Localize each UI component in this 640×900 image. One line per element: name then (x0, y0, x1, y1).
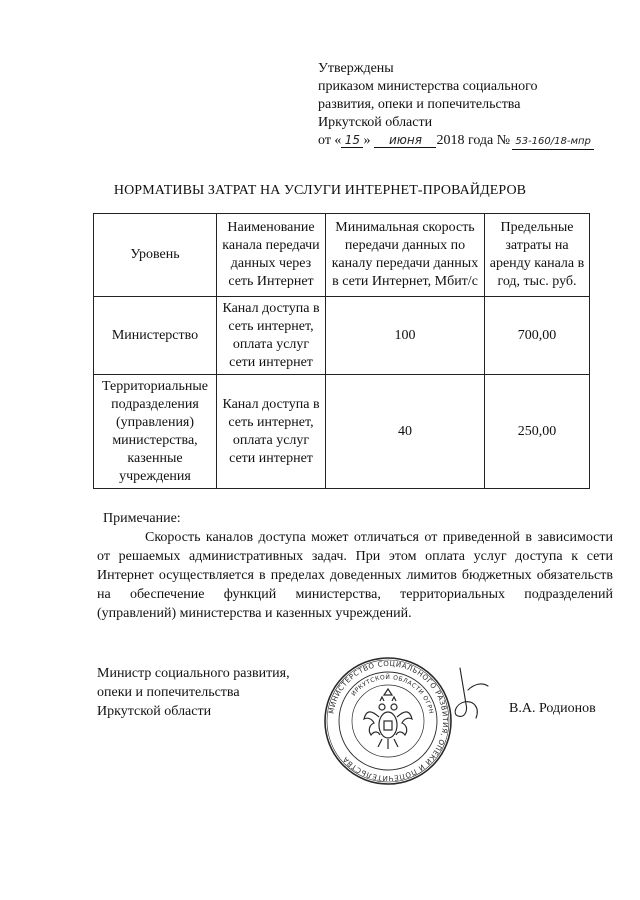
header-speed: Минимальная скорость передачи данных по каналу передачи данных в сети Интернет, Мбит/с (326, 214, 485, 297)
document-title: НОРМАТИВЫ ЗАТРАТ НА УСЛУГИ ИНТЕРНЕТ-ПРОВАЙДЕРОВ (113, 183, 527, 198)
date-month: июня (374, 133, 436, 148)
date-prefix: от « (318, 133, 342, 148)
table-row (94, 297, 590, 375)
signatory-title (97, 664, 290, 721)
table-header-row (94, 214, 590, 297)
seal-inner-text: ИРКУТСКОЙ ОБЛАСТИ ОГРН (350, 673, 435, 715)
row-2-channel: Канал доступа в сеть интернет, оплата услуг сети интернет (217, 375, 326, 489)
row-1-channel: Канал доступа в сеть интернет, оплата услуг сети интернет (217, 297, 326, 375)
seal-outer-text: МИНИСТЕРСТВО СОЦИАЛЬНОГО РАЗВИТИЯ, ОПЕКИ И ПОПЕЧИТЕЛЬСТВА (327, 659, 450, 783)
row-1-level: Министерство (94, 297, 217, 375)
norms-table (93, 213, 590, 489)
signatory-name: В.А. Родионов (509, 701, 596, 716)
approval-line-4: Иркутской области (318, 115, 433, 130)
note-title: Примечание: (103, 511, 181, 526)
approval-line-2: приказом министерства социального (318, 79, 538, 94)
table-row (94, 375, 590, 489)
row-1-cost: 700,00 (485, 297, 590, 375)
handwritten-signature (430, 660, 500, 730)
row-2-level: Территориальные подразделения (управления) министерства, казенные учреждения (94, 375, 217, 489)
order-number: 53-160/18-мпр (512, 135, 594, 150)
row-2-cost: 250,00 (485, 375, 590, 489)
note-text: Скорость каналов доступа может отличаться от приведенной в зависимости от решаемых административных задач. При этом оплата услуг доступа к сети Интернет осуществляется в пределах доведенных лимитов бюджетных обязательств на обеспечение функций министерства, территориальных подразделений (управлений) министерства и казенных учреждений. (97, 530, 613, 621)
row-1-speed: 100 (326, 297, 485, 375)
signatory-line-3: Иркутской области (97, 704, 212, 719)
approval-line-3: развития, опеки и попечительства (318, 97, 521, 112)
row-2-speed: 40 (326, 375, 485, 489)
date-mid: » (363, 133, 371, 148)
approval-line-1: Утверждены (318, 61, 394, 76)
signatory-line-1: Министр социального развития, (97, 666, 290, 681)
header-channel: Наименование канала передачи данных через сеть Интернет (217, 214, 326, 297)
coat-of-arms-icon (364, 689, 412, 749)
header-cost: Предельные затраты на аренду канала в год, тыс. руб. (485, 214, 590, 297)
approval-date-line (318, 132, 594, 150)
header-level: Уровень (94, 214, 217, 297)
approval-block (318, 60, 594, 150)
date-year: 2018 года № (436, 133, 511, 148)
signatory-line-2: опеки и попечительства (97, 685, 240, 700)
date-day: 15 (341, 133, 363, 148)
